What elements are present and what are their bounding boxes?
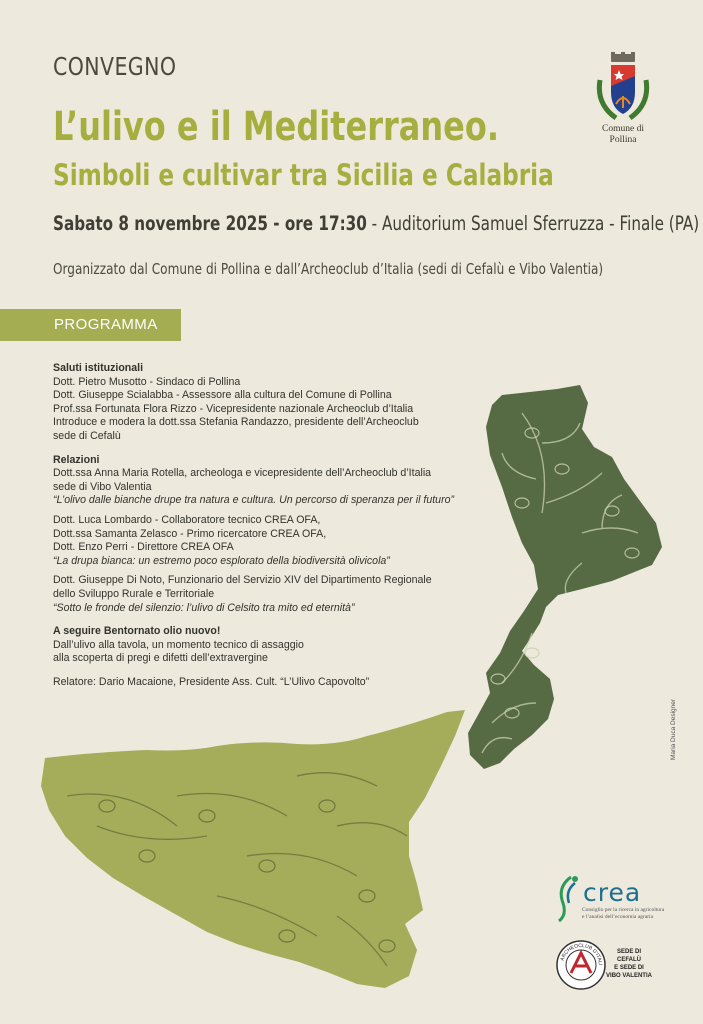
relatore-line: Relatore: Dario Macaione, Presidente Ass. Cult. “L’Ulivo Capovolto”: [53, 675, 370, 688]
sede-line: SEDE DI: [616, 949, 641, 955]
seal-text: ARCHEOCLUB D’ITALI: [559, 942, 604, 966]
sede-line: VIBO VALENTIA: [606, 973, 652, 979]
event-date-time: Sabato 8 novembre 2025 - ore 17:30: [53, 212, 367, 235]
event-dateline: [53, 212, 699, 235]
event-subtitle: Simboli e cultivar tra Sicilia e Calabria: [53, 158, 554, 192]
program-line: Dall’ulivo alla tavola, un momento tecnico di assaggio: [53, 638, 304, 651]
sicily-map-illustration: [37, 706, 469, 996]
event-venue: - Auditorium Samuel Sferruzza - Finale (PA): [371, 212, 700, 235]
comune-label-line1: Comune di: [602, 124, 644, 134]
crea-tagline-line2: e l’analisi dell’economia agraria: [582, 914, 654, 920]
program-line: Dott.ssa Samanta Zelasco - Primo ricercatore CREA OFA,: [53, 527, 327, 540]
section-relazioni: [53, 454, 513, 508]
crea-tagline-line1: Consiglio per la ricerca in agricoltura: [582, 907, 665, 913]
crea-logo-icon: [553, 873, 585, 923]
comune-label-line2: Pollina: [609, 135, 637, 145]
program-line: Dott. Giuseppe Scialabba - Assessore alla cultura del Comune di Pollina: [53, 389, 392, 402]
talk-2: [53, 514, 513, 568]
calabria-map-illustration: [462, 383, 672, 773]
section-heading: Relazioni: [53, 453, 100, 466]
section-heading: Saluti istituzionali: [53, 362, 144, 374]
program-line: sede di Vibo Valentia: [53, 480, 152, 493]
program-line: alla scoperta di pregi e difetti dell’extravergine: [53, 652, 268, 665]
section-saluti: [53, 362, 513, 444]
comune-crest-logo: [594, 52, 652, 124]
program-line: Dott. Luca Lombardo - Collaboratore tecnico CREA OFA,: [53, 513, 321, 526]
program-line: dello Sviluppo Rurale e Territoriale: [53, 587, 215, 600]
program-line: Dott. Pietro Musotto - Sindaco di Pollina: [53, 375, 241, 388]
program-line: Dott. Giuseppe Di Noto, Funzionario del Servizio XIV del Dipartimento Regionale: [53, 574, 432, 587]
section-seguire: [53, 625, 513, 666]
talk-title: “Sotto le fronde del silenzio: l’ulivo di Celsito tra mito ed eternità”: [53, 601, 355, 614]
sede-line: CEFALÙ: [617, 957, 641, 963]
program-line: Prof.ssa Fortunata Flora Rizzo - Vicepresidente nazionale Archeoclub d’Italia: [53, 402, 414, 415]
comune-label: [588, 124, 658, 146]
crea-name: crea: [583, 878, 642, 907]
program-line: sede di Cefalù: [53, 429, 121, 442]
program-line: Dott. Enzo Perri - Direttore CREA OFA: [53, 541, 234, 554]
talk-3: [53, 574, 513, 615]
archeoclub-seal-logo: [555, 939, 607, 991]
archeoclub-sede: [604, 948, 654, 980]
program-line: Introduce e modera la dott.ssa Stefania Randazzo, presidente dell’Archeoclub: [53, 416, 419, 429]
program-banner: [0, 309, 181, 341]
sede-line: E SEDE DI: [614, 965, 644, 971]
talk-title: “L’olivo dalle bianche drupe tra natura e cultura. Un percorso di speranza per il futuro”: [53, 494, 455, 507]
program-banner-label: PROGRAMMA: [54, 316, 158, 333]
talk-title: “La drupa bianca: un estremo poco esplorato della biodiversità olivicola”: [53, 554, 390, 567]
event-kicker: CONVEGNO: [53, 52, 177, 81]
program-list: [53, 362, 513, 689]
section-heading: A seguire Bentornato olio nuovo!: [53, 625, 221, 638]
event-organizer: Organizzato dal Comune di Pollina e dall’Archeoclub d’Italia (sedi di Cefalù e Vibo Valentia): [53, 260, 604, 278]
program-line: Dott.ssa Anna Maria Rotella, archeologa e vicepresidente dell’Archeoclub d’Italia: [53, 467, 432, 480]
event-title: L’ulivo e il Mediterraneo.: [53, 104, 500, 150]
designer-credit: Maria Duca Designer: [670, 698, 677, 760]
crea-tagline: [582, 907, 682, 921]
